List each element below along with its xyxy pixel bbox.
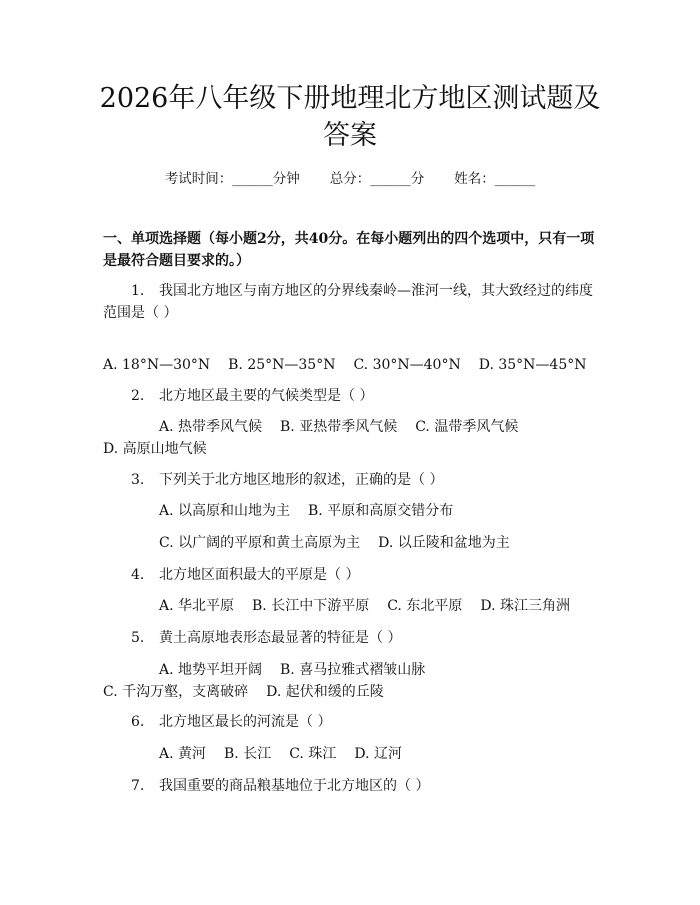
question-1-options bbox=[103, 332, 597, 376]
option-c: C. 温带季风气候 bbox=[415, 419, 519, 435]
option-d: D. 辽河 bbox=[354, 746, 402, 762]
question-4 bbox=[103, 564, 597, 586]
option-d: D. 珠江三角洲 bbox=[480, 598, 570, 614]
question-number: 2. bbox=[131, 388, 145, 404]
option-d: D. 高原山地气候 bbox=[103, 441, 207, 457]
question-text: 北方地区最长的河流是（ ） bbox=[159, 714, 332, 730]
option-a: A. 黄河 bbox=[159, 746, 207, 762]
question-number: 6. bbox=[131, 714, 145, 730]
question-text: 下列关于北方地区地形的叙述，正确的是（ ） bbox=[159, 472, 444, 488]
exam-info-line bbox=[0, 167, 700, 187]
option-b: B. 喜马拉雅式褶皱山脉 bbox=[280, 662, 426, 678]
question-number: 4. bbox=[131, 567, 145, 583]
option-b: B. 长江 bbox=[224, 746, 272, 762]
option-a: A. 地势平坦开阔 bbox=[159, 662, 263, 678]
exam-time-field: 考试时间：______分钟 bbox=[164, 171, 300, 187]
option-a: A. 热带季风气候 bbox=[159, 419, 263, 435]
option-c: C. 30°N—40°N bbox=[353, 357, 461, 373]
option-d: D. 35°N—45°N bbox=[478, 357, 587, 373]
question-number: 3. bbox=[131, 472, 145, 488]
student-name-field: 姓名：______ bbox=[454, 171, 536, 187]
question-5-options bbox=[103, 659, 597, 703]
question-6-options bbox=[103, 743, 597, 765]
question-2-options bbox=[103, 416, 597, 460]
question-2 bbox=[103, 385, 597, 407]
question-text: 我国重要的商品粮基地位于北方地区的（ ） bbox=[159, 778, 430, 794]
question-text: 北方地区最主要的气候类型是（ ） bbox=[159, 388, 374, 404]
question-number: 7. bbox=[131, 778, 145, 794]
option-b: B. 平原和高原交错分布 bbox=[308, 503, 454, 519]
option-b: B. 亚热带季风气候 bbox=[280, 419, 398, 435]
option-c: C. 千沟万壑，支离破碎 bbox=[103, 684, 249, 700]
question-3-options-row1 bbox=[103, 500, 597, 522]
section-heading: 一、单项选择题（每小题2分，共40分。在每小题列出的四个选项中，只有一项是最符合题目要求的。） bbox=[103, 231, 595, 269]
option-a: A. 18°N—30°N bbox=[103, 357, 211, 373]
option-c: C. 珠江 bbox=[289, 746, 337, 762]
option-b: B. 长江中下游平原 bbox=[252, 598, 370, 614]
question-6 bbox=[103, 711, 597, 733]
question-number: 1. bbox=[131, 283, 145, 299]
question-text: 黄土高原地表形态最显著的特征是（ ） bbox=[159, 630, 402, 646]
question-5 bbox=[103, 627, 597, 649]
page-title: 2026年八年级下册地理北方地区测试题及答案 bbox=[99, 83, 601, 151]
question-number: 5. bbox=[131, 630, 145, 646]
option-a: A. 以高原和山地为主 bbox=[159, 503, 291, 519]
question-text: 我国北方地区与南方地区的分界线秦岭—淮河一线，其大致经过的纬度范围是（ ） bbox=[103, 283, 593, 321]
question-3-options-row2 bbox=[103, 532, 597, 554]
option-d: D. 起伏和缓的丘陵 bbox=[266, 684, 384, 700]
question-3 bbox=[103, 469, 597, 491]
question-1 bbox=[103, 280, 597, 324]
question-7 bbox=[103, 775, 597, 797]
question-text: 北方地区面积最大的平原是（ ） bbox=[159, 567, 360, 583]
question-4-options bbox=[103, 595, 597, 617]
option-c: C. 东北平原 bbox=[387, 598, 463, 614]
option-d: D. 以丘陵和盆地为主 bbox=[378, 535, 510, 551]
total-score-field: 总分：______分 bbox=[329, 171, 425, 187]
option-a: A. 华北平原 bbox=[159, 598, 235, 614]
option-c: C. 以广阔的平原和黄土高原为主 bbox=[159, 535, 361, 551]
option-b: B. 25°N—35°N bbox=[228, 357, 336, 373]
